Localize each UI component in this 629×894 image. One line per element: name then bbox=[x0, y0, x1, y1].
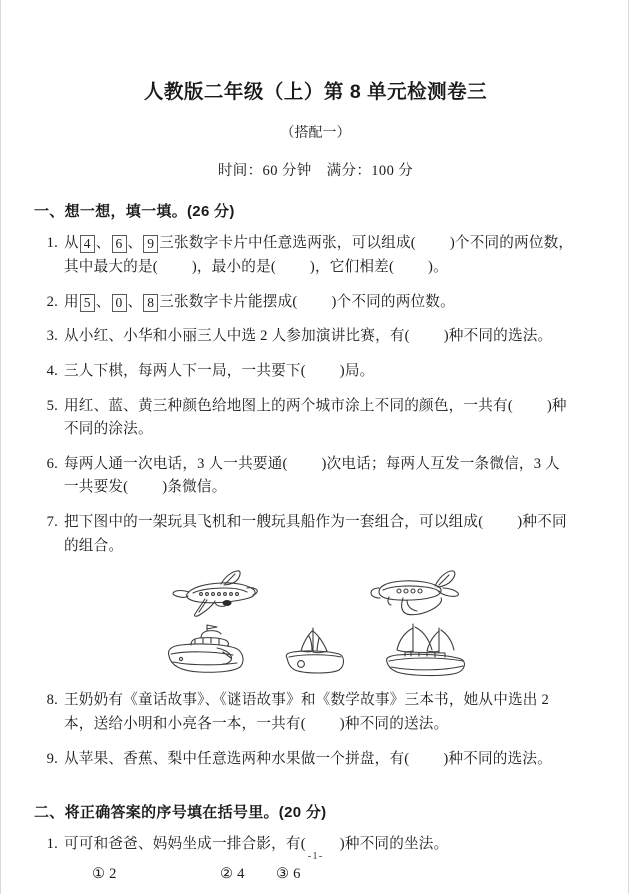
question-line: 用 5 、 0 、 8 三张数字卡片能摆成( )个不同的两位数。 bbox=[64, 293, 455, 310]
choice-text: 6 bbox=[293, 865, 301, 882]
question-number: 1. bbox=[46, 235, 58, 252]
toy-sailing-junk-icon bbox=[379, 622, 475, 678]
choice-marker: ② bbox=[220, 865, 234, 882]
question-line: 本，送给小明和小亮各一本，一共有( )种不同的送法。 bbox=[64, 716, 449, 733]
toy-illustration bbox=[34, 566, 597, 678]
question-line: 每两人通一次电话，3 人一共要通( )次电话；每两人互发一条微信，3 人 bbox=[64, 455, 560, 472]
question-line: 从苹果、香蕉、梨中任意选两种水果做一个拼盘，有( )种不同的选法。 bbox=[64, 750, 552, 767]
question-number: 8. bbox=[46, 692, 58, 709]
question-item bbox=[34, 325, 597, 349]
choice-text: 4 bbox=[237, 865, 245, 882]
choice-text: 2 bbox=[109, 865, 117, 882]
question-number: 4. bbox=[46, 362, 58, 379]
digit-card: 8 bbox=[143, 294, 158, 312]
question-number: 9. bbox=[46, 750, 58, 767]
page-content bbox=[34, 0, 597, 883]
question-item bbox=[34, 395, 597, 442]
question-item bbox=[34, 232, 597, 279]
question-line: 不同的涂法。 bbox=[64, 421, 153, 438]
choice-marker: ① bbox=[92, 865, 106, 882]
digit-card: 0 bbox=[112, 294, 127, 312]
question-number: 5. bbox=[46, 397, 58, 414]
digit-card: 4 bbox=[80, 235, 95, 253]
question-line: 其中最大的是( )，最小的是( )，它们相差( )。 bbox=[64, 258, 448, 275]
illustration-row-boats bbox=[34, 622, 597, 678]
question-item bbox=[34, 453, 597, 500]
question-number: 7. bbox=[46, 514, 58, 531]
question-number: 3. bbox=[46, 328, 58, 345]
question-list-1 bbox=[34, 232, 597, 771]
choice-option-3[interactable] bbox=[276, 865, 300, 883]
page-subtitle: （搭配一） bbox=[280, 124, 351, 141]
section-header-1: 一、想一想，填一填。(26 分) bbox=[34, 203, 235, 221]
page-number: -1- bbox=[307, 850, 324, 862]
toy-airplane-jet-icon bbox=[169, 568, 265, 622]
question-line: 用红、蓝、黄三种颜色给地图上的两个城市涂上不同的颜色，一共有( )种 bbox=[64, 397, 567, 414]
question-body bbox=[64, 232, 597, 279]
digit-card: 5 bbox=[80, 294, 95, 312]
toy-sailboat-small-icon bbox=[277, 622, 355, 678]
choice-option-1[interactable] bbox=[92, 865, 220, 883]
question-item bbox=[34, 291, 597, 315]
choice-marker: ③ bbox=[276, 865, 290, 882]
question-body bbox=[64, 748, 597, 772]
question-item bbox=[34, 748, 597, 772]
section-header-2: 二、将正确答案的序号填在括号里。(20 分) bbox=[34, 804, 327, 822]
question-body bbox=[64, 689, 597, 736]
question-body bbox=[64, 395, 597, 442]
question-body bbox=[64, 360, 597, 384]
question-body bbox=[64, 291, 597, 315]
choice-list bbox=[34, 865, 597, 883]
question-body bbox=[64, 325, 597, 349]
digit-card: 6 bbox=[112, 235, 127, 253]
question-number: 1. bbox=[46, 836, 58, 853]
illustration-row-airplanes bbox=[34, 566, 597, 622]
question-item bbox=[34, 689, 597, 736]
exam-meta: 时间：60 分钟 满分：100 分 bbox=[217, 163, 414, 180]
question-line: 王奶奶有《童话故事》、《谜语故事》和《数学故事》三本书，她从中选出 2 bbox=[64, 692, 549, 709]
digit-card: 9 bbox=[143, 235, 158, 253]
question-body bbox=[64, 453, 597, 500]
question-item bbox=[34, 360, 597, 384]
question-line: 可可和爸爸、妈妈坐成一排合影，有( )种不同的坐法。 bbox=[64, 836, 449, 853]
question-line: 把下图中的一架玩具飞机和一艘玩具船作为一套组合，可以组成( )种不同 bbox=[64, 514, 567, 531]
toy-airplane-cartoon-icon bbox=[369, 568, 463, 622]
question-line: 的组合。 bbox=[64, 537, 124, 554]
page-title: 人教版二年级（上）第 8 单元检测卷三 bbox=[143, 81, 488, 103]
question-line: 从 4 、 6 、 9 三张数字卡片中任意选两张，可以组成( )个不同的两位数， bbox=[64, 235, 574, 252]
question-number: 6. bbox=[46, 455, 58, 472]
question-body bbox=[64, 511, 597, 558]
toy-steamship-icon bbox=[157, 622, 253, 678]
question-line: 一共要发( )条微信。 bbox=[64, 479, 227, 496]
question-number: 2. bbox=[46, 293, 58, 310]
question-line: 从小红、小华和小丽三人中选 2 人参加演讲比赛，有( )种不同的选法。 bbox=[64, 328, 553, 345]
question-line: 三人下棋，每两人下一局，一共要下( )局。 bbox=[64, 362, 375, 379]
question-item bbox=[34, 511, 597, 558]
choice-option-2[interactable] bbox=[220, 865, 276, 883]
